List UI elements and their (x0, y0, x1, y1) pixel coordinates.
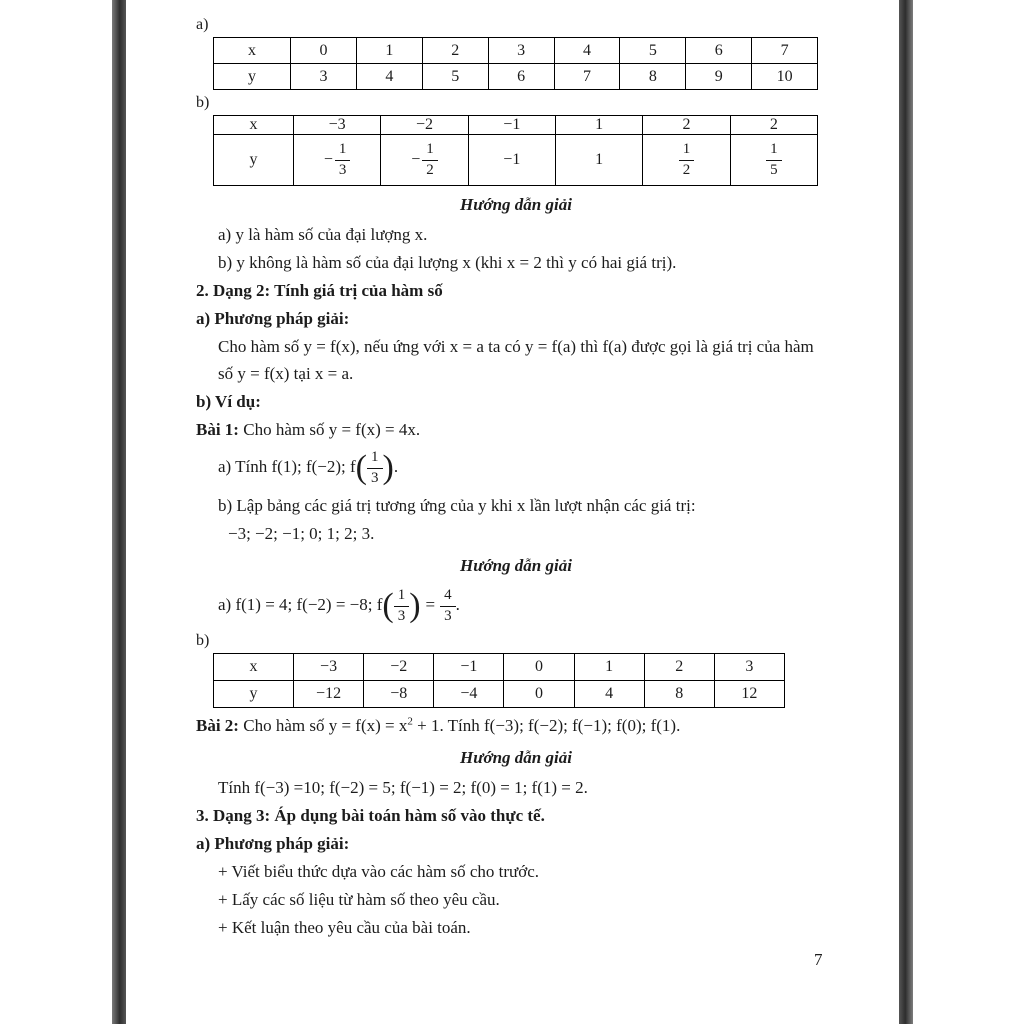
table-cell: 4 (554, 38, 620, 64)
table-cell: 8 (620, 64, 686, 90)
table-cell: −4 (434, 681, 504, 708)
bai1-table-label: b) (196, 632, 210, 649)
bai1-qa-prefix: a) Tính f(1); f(−2); f (218, 457, 356, 476)
book-left-edge (112, 0, 126, 1024)
table-cell: y (214, 64, 291, 90)
answer-b-line: b) y không là hàm số của đại lượng x (khi x = 2 thì y có hai giá trị). (218, 253, 677, 272)
table-cell: 7 (554, 64, 620, 90)
bai1-answer-table (213, 653, 785, 708)
bai2-statement (196, 712, 836, 739)
bai1-question-a (218, 444, 836, 490)
open-paren: ( (355, 449, 367, 487)
page-content (196, 12, 836, 942)
table-cell (730, 135, 817, 186)
bai1-answer-a (218, 582, 836, 628)
section2-heading: 2. Dạng 2: Tính giá trị của hàm số (196, 281, 443, 300)
bai1-statement-text: Cho hàm số y = f(x) = 4x. (238, 420, 421, 439)
table-cell: 1 (574, 654, 644, 681)
minus-sign: − (323, 151, 333, 168)
table-row (214, 654, 785, 681)
bai1-ans-prefix: a) f(1) = 4; f(−2) = −8; f (218, 595, 383, 614)
fraction-one-third: $\frac{1}{3}$ (394, 587, 410, 625)
guide-heading-3: Hướng dẫn giải (460, 748, 572, 767)
table-cell: −12 (294, 681, 364, 708)
section2-example-label: b) Ví dụ: (196, 392, 261, 411)
table-cell: y (214, 135, 294, 186)
table-cell: 1 (356, 38, 422, 64)
table-cell: 0 (504, 654, 574, 681)
table-cell (294, 135, 381, 186)
close-paren: ) (382, 449, 394, 487)
table-cell (381, 135, 468, 186)
table-cell: 1 (555, 135, 642, 186)
section2-method-label: a) Phương pháp giải: (196, 309, 350, 328)
table-cell: 2 (643, 116, 730, 135)
part-a-label: a) (196, 16, 209, 33)
table-cell: 6 (488, 64, 554, 90)
bai1-statement (196, 416, 836, 443)
table-cell: x (214, 38, 291, 64)
table-cell: 4 (574, 681, 644, 708)
table-row (214, 681, 785, 708)
page-number: 7 (814, 950, 823, 969)
table-cell: 5 (620, 38, 686, 64)
table-cell: −1 (468, 116, 555, 135)
table-cell: −2 (381, 116, 468, 135)
table-cell: 7 (752, 38, 818, 64)
bai1-ans-suffix: . (455, 595, 460, 614)
bai2-statement-pre: Cho hàm số y = f(x) = x (238, 716, 408, 735)
table-cell: −2 (364, 654, 434, 681)
fraction-one-third: $\frac{1}{3}$ (367, 449, 383, 487)
minus-sign: − (411, 151, 421, 168)
table-row (214, 135, 818, 186)
table-cell: 9 (686, 64, 752, 90)
table-cell: 2 (422, 38, 488, 64)
bai1-question-b: b) Lập bảng các giá trị tương ứng của y khi x lần lượt nhận các giá trị: (218, 496, 696, 515)
table-cell: 10 (752, 64, 818, 90)
bai1-label: Bài 1: (196, 420, 239, 439)
table-cell: −1 (468, 135, 555, 186)
table-b (213, 115, 818, 186)
fraction: $\frac{1}{2}$ (422, 141, 438, 179)
close-paren: ) (409, 587, 421, 625)
table-cell: 3 (714, 654, 784, 681)
table-cell: 8 (644, 681, 714, 708)
table-cell: −8 (364, 681, 434, 708)
fraction-four-thirds: $\frac{4}{3}$ (440, 587, 456, 625)
table-cell: 5 (422, 64, 488, 90)
bai1-question-b-values: −3; −2; −1; 0; 1; 2; 3. (228, 524, 375, 543)
section3-heading: 3. Dạng 3: Áp dụng bài toán hàm số vào thực tế. (196, 806, 545, 825)
bai2-statement-post: + 1. Tính f(−3); f(−2); f(−1); f(0); f(1). (412, 716, 681, 735)
guide-heading-2: Hướng dẫn giải (460, 556, 572, 575)
section2-method-text: Cho hàm số y = f(x), nếu ứng với x = a ta có y = f(a) thì f(a) được gọi là giá trị của hàm số y = f(x) tại x = a. (218, 337, 814, 383)
table-cell: −3 (294, 654, 364, 681)
table-cell: x (214, 116, 294, 135)
table-cell: y (214, 681, 294, 708)
open-paren: ( (382, 587, 394, 625)
bai1-qa-suffix: . (393, 457, 399, 476)
table-cell: 1 (555, 116, 642, 135)
bai2-answer: Tính f(−3) =10; f(−2) = 5; f(−1) = 2; f(0) = 1; f(1) = 2. (218, 778, 588, 797)
table-cell: x (214, 654, 294, 681)
table-row (214, 38, 818, 64)
exponent: 2 (407, 715, 413, 728)
fraction: $\frac{1}{2}$ (679, 141, 695, 179)
section3-item-2: + Lấy các số liệu từ hàm số theo yêu cầu. (218, 890, 500, 909)
section3-item-1: + Viết biểu thức dựa vào các hàm số cho trước. (218, 862, 540, 881)
section3-method-label: a) Phương pháp giải: (196, 834, 350, 853)
table-a (213, 37, 818, 90)
table-cell: 0 (291, 38, 357, 64)
equals-sign: = (425, 595, 436, 614)
bai2-label: Bài 2: (196, 716, 239, 735)
table-cell: 3 (488, 38, 554, 64)
table-cell: 12 (714, 681, 784, 708)
table-cell: 2 (644, 654, 714, 681)
table-cell: 4 (356, 64, 422, 90)
guide-heading-1: Hướng dẫn giải (460, 195, 572, 214)
book-right-edge (899, 0, 913, 1024)
table-cell: 2 (730, 116, 817, 135)
fraction: $\frac{1}{5}$ (766, 141, 782, 179)
table-cell: 6 (686, 38, 752, 64)
section3-item-3: + Kết luận theo yêu cầu của bài toán. (218, 918, 471, 937)
table-cell: −1 (434, 654, 504, 681)
table-cell: 0 (504, 681, 574, 708)
part-b-label: b) (196, 94, 210, 111)
table-cell: 3 (291, 64, 357, 90)
table-row (214, 116, 818, 135)
table-cell: −3 (294, 116, 381, 135)
fraction: $\frac{1}{3}$ (335, 141, 351, 179)
answer-a-line: a) y là hàm số của đại lượng x. (218, 225, 428, 244)
table-row (214, 64, 818, 90)
table-cell (643, 135, 730, 186)
